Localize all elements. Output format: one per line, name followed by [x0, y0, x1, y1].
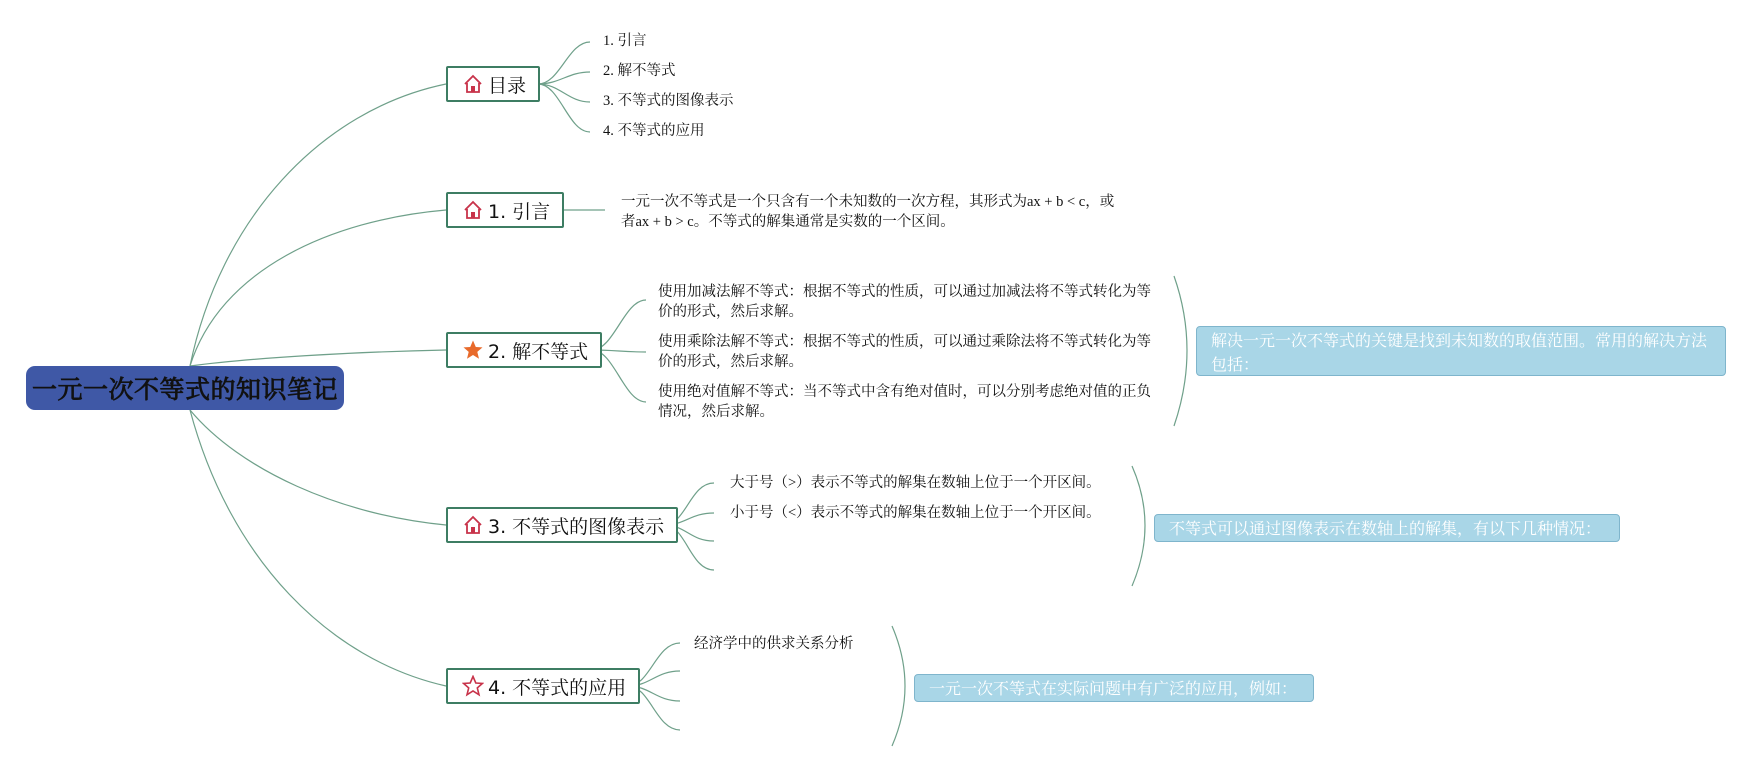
branch-root-solve	[190, 350, 446, 366]
graph-item-2[interactable]: 小于号（<）表示不等式的解集在数轴上位于一个开区间。	[730, 505, 1101, 521]
house-icon	[462, 73, 484, 95]
branch-root-graph	[190, 410, 446, 525]
topic-solve-label: 2. 解不等式	[488, 340, 589, 363]
topic-graph[interactable]	[446, 507, 678, 543]
solve-item-2[interactable]: 使用乘除法解不等式：根据不等式的性质，可以通过乘除法将不等式转化为等价的形式，然后求解。	[658, 334, 1151, 370]
summary-graph[interactable]: 不等式可以通过图像表示在数轴上的解集，有以下几种情况：	[1154, 514, 1620, 542]
toc-item-2[interactable]: 2. 解不等式	[603, 63, 676, 79]
central-topic-label: 一元一次不等式的知识笔记	[31, 375, 338, 404]
branch-root-intro	[190, 210, 446, 366]
filled-star-icon	[462, 339, 484, 361]
summary-apply[interactable]: 一元一次不等式在实际问题中有广泛的应用，例如：	[914, 674, 1314, 702]
intro-text[interactable]: 一元一次不等式是一个只含有一个未知数的一次方程，其形式为ax + b < c，或者ax + b > c。不等式的解集通常是实数的一个区间。	[621, 194, 1115, 230]
topic-toc[interactable]	[446, 66, 540, 102]
topic-graph-label: 3. 不等式的图像表示	[488, 515, 665, 538]
apply-item-1[interactable]: 经济学中的供求关系分析	[694, 636, 854, 652]
outline-star-icon	[462, 675, 484, 697]
solve-item-1[interactable]: 使用加减法解不等式：根据不等式的性质，可以通过加减法将不等式转化为等价的形式，然后求解。	[658, 284, 1151, 320]
summary-bracket-apply	[892, 626, 905, 746]
topic-toc-label: 目录	[488, 74, 527, 97]
house-icon	[462, 199, 484, 221]
central-topic[interactable]	[26, 366, 344, 410]
toc-item-4[interactable]: 4. 不等式的应用	[603, 123, 705, 139]
topic-intro-label: 1. 引言	[488, 200, 551, 223]
house-icon	[462, 514, 484, 536]
toc-item-1[interactable]: 1. 引言	[603, 33, 647, 49]
topic-intro[interactable]	[446, 192, 564, 228]
topic-apply-label: 4. 不等式的应用	[488, 676, 627, 699]
topic-solve[interactable]	[446, 332, 602, 368]
toc-item-3[interactable]: 3. 不等式的图像表示	[603, 93, 734, 109]
solve-item-3[interactable]: 使用绝对值解不等式：当不等式中含有绝对值时，可以分别考虑绝对值的正负情况，然后求解。	[658, 384, 1151, 420]
branch-root-toc	[190, 84, 446, 366]
summary-bracket-solve	[1174, 276, 1187, 426]
branch-root-apply	[190, 410, 446, 686]
summary-solve[interactable]: 解决一元一次不等式的关键是找到未知数的取值范围。常用的解决方法包括：	[1196, 326, 1726, 376]
graph-item-1[interactable]: 大于号（>）表示不等式的解集在数轴上位于一个开区间。	[730, 475, 1101, 491]
summary-bracket-graph	[1132, 466, 1145, 586]
topic-apply[interactable]	[446, 668, 640, 704]
